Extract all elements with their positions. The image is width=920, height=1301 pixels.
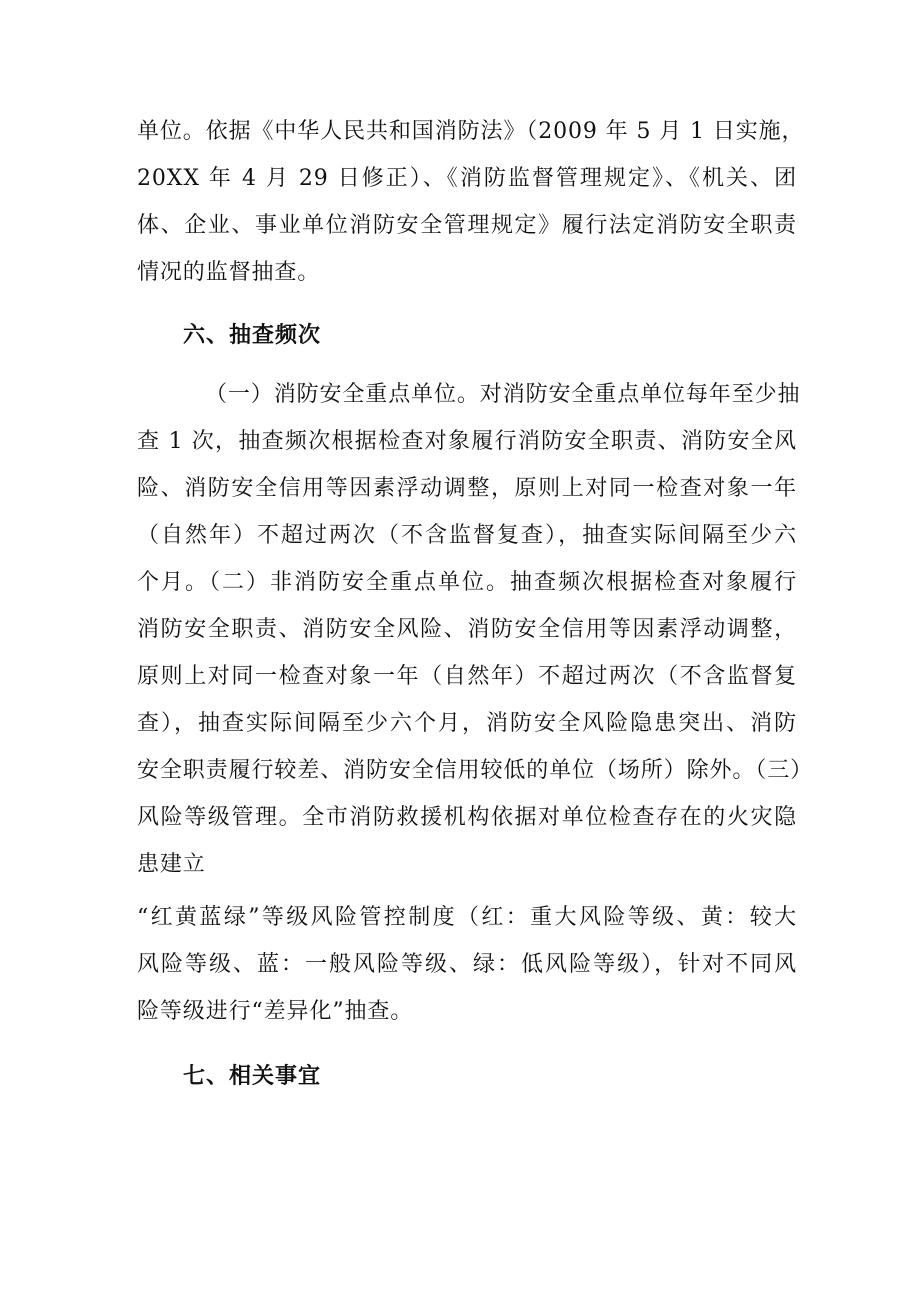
body-text-line: （一）消防安全重点单位。对消防安全重点单位每年至少抽 xyxy=(205,382,801,407)
body-text-line: 情况的监督抽查。 xyxy=(137,260,321,285)
body-text-line: 20XX 年 4 月 29 日修正）、《消防监督管理规定》、《机关、团 xyxy=(137,166,797,191)
body-text-line: 个月。（二）非消防安全重点单位。抽查频次根据检查对象履行 xyxy=(137,570,797,595)
body-text-line: 原则上对同一检查对象一年（自然年）不超过两次（不含监督复 xyxy=(137,664,797,689)
body-text-line: 查 1 次，抽查频次根据检查对象履行消防安全职责、消防安全风 xyxy=(137,429,797,454)
section-heading-seven: 七、相关事宜 xyxy=(183,1064,322,1089)
body-text-line: 险等级进行“差异化”抽查。 xyxy=(137,999,414,1024)
body-text-line: 患建立 xyxy=(137,852,206,877)
section-heading-six: 六、抽查频次 xyxy=(183,323,322,348)
body-text-line: 安全职责履行较差、消防安全信用较低的单位（场所）除外。（三） xyxy=(137,758,814,783)
body-text-line: 消防安全职责、消防安全风险、消防安全信用等因素浮动调整， xyxy=(137,617,797,642)
body-text-line: “红黄蓝绿”等级风险管控制度（红：重大风险等级、黄：较大 xyxy=(137,905,797,930)
body-text-line: 险、消防安全信用等因素浮动调整，原则上对同一检查对象一年 xyxy=(137,476,797,501)
body-text-line: 查），抽查实际间隔至少六个月，消防安全风险隐患突出、消防 xyxy=(137,711,797,736)
body-text-line: 风险等级、蓝：一般风险等级、绿：低风险等级），针对不同风 xyxy=(137,952,797,977)
body-text-line: 单位。依据《中华人民共和国消防法》（2009 年 5 月 1 日实施， xyxy=(137,119,805,144)
body-text-line: （自然年）不超过两次（不含监督复查），抽查实际间隔至少六 xyxy=(137,523,797,548)
body-text-line: 风险等级管理。全市消防救援机构依据对单位检查存在的火灾隐 xyxy=(137,805,797,830)
body-text-line: 体、企业、事业单位消防安全管理规定》履行法定消防安全职责 xyxy=(137,213,797,238)
